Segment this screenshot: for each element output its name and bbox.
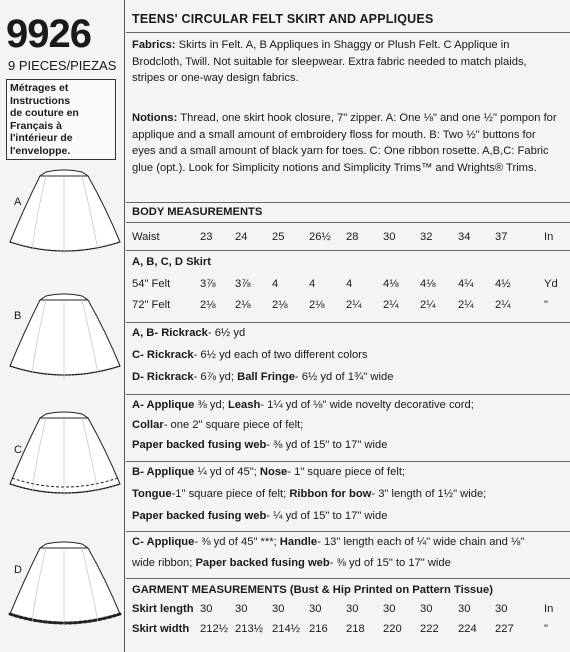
notions-text: applique and a small amount of embroidery floss for mouth. B: Two ½" buttons for bbox=[132, 128, 536, 141]
notions-text: eyes and a small amount of black yarn for toes. C: One ribbon rosette. A,B,C: Fabric bbox=[132, 145, 549, 157]
item-name: Collar bbox=[132, 419, 164, 431]
unit-label: " bbox=[544, 623, 548, 635]
garment-row bbox=[132, 623, 566, 639]
waist-row bbox=[132, 231, 566, 247]
item-name: Paper backed fusing web bbox=[195, 557, 330, 569]
unit-label: In bbox=[544, 603, 554, 615]
french-instructions-note bbox=[6, 79, 116, 160]
note-line: de couture en Français à bbox=[10, 107, 79, 132]
requirement-line bbox=[132, 488, 486, 500]
item-detail: - 13" length each of ¼" wide chain and ⅛" bbox=[317, 536, 525, 548]
size-value: 30 bbox=[235, 603, 248, 615]
pattern-title: TEENS' CIRCULAR FELT SKIRT AND APPLIQUES bbox=[132, 12, 434, 26]
divider bbox=[126, 531, 570, 532]
item-detail: - one 2" square piece of felt; bbox=[163, 419, 304, 431]
skirt-illustration-a bbox=[6, 168, 122, 260]
item-detail: - 6½ yd each of two different colors bbox=[193, 349, 368, 361]
item-detail: - ⅜ yd of 45" ***; bbox=[194, 536, 280, 548]
fabrics-text: stripes or one-way design fabrics. bbox=[132, 72, 299, 84]
size-value: 4 bbox=[346, 278, 353, 290]
requirement-line bbox=[132, 349, 368, 361]
skirt-illustration-c bbox=[6, 410, 122, 502]
notions-section bbox=[132, 110, 562, 176]
yardage-row bbox=[132, 299, 566, 315]
pattern-number: 9926 bbox=[6, 12, 91, 56]
unit-label: " bbox=[544, 299, 548, 311]
row-label: Waist bbox=[132, 231, 160, 243]
row-label: 54" Felt bbox=[132, 278, 171, 290]
item-name: Paper backed fusing web bbox=[132, 439, 267, 451]
skirt-illustration-b bbox=[6, 292, 122, 384]
size-value: 4⅛ bbox=[383, 278, 399, 290]
size-value: 216 bbox=[309, 623, 328, 635]
requirement-line bbox=[132, 557, 451, 569]
size-value: 30 bbox=[458, 603, 471, 615]
item-name: Nose bbox=[259, 466, 288, 478]
fabrics-section bbox=[132, 37, 562, 87]
garment-row bbox=[132, 603, 566, 619]
item-detail: wide ribbon; bbox=[132, 557, 196, 569]
size-value: 212½ bbox=[200, 623, 228, 635]
size-value: 37 bbox=[495, 231, 508, 243]
item-name: C- Rickrack bbox=[132, 349, 194, 361]
size-value: 32 bbox=[420, 231, 433, 243]
size-value: 4 bbox=[309, 278, 316, 290]
size-value: 220 bbox=[383, 623, 402, 635]
size-value: 4⅛ bbox=[420, 278, 436, 290]
size-value: 2¼ bbox=[495, 299, 511, 311]
divider bbox=[126, 578, 570, 579]
fabrics-label: Fabrics: bbox=[132, 39, 176, 51]
note-line: Métrages et Instructions bbox=[10, 82, 71, 107]
requirement-line bbox=[132, 327, 245, 339]
size-value: 2⅛ bbox=[272, 299, 288, 311]
sidebar bbox=[0, 0, 122, 652]
divider bbox=[126, 322, 570, 323]
divider bbox=[126, 394, 570, 395]
size-value: 24 bbox=[235, 231, 248, 243]
note-line: l'intérieur de bbox=[10, 132, 73, 144]
requirement-line bbox=[132, 466, 405, 478]
notions-label: Notions: bbox=[132, 112, 178, 124]
skirt-illustration-d bbox=[6, 540, 122, 632]
column-divider bbox=[124, 0, 125, 652]
view-label-b: B bbox=[14, 310, 22, 322]
item-name: D- Rickrack bbox=[132, 371, 194, 383]
size-value: 3⅞ bbox=[235, 278, 251, 290]
row-label: 72" Felt bbox=[132, 299, 171, 311]
view-label-a: A bbox=[14, 196, 22, 208]
item-detail: - 1" square piece of felt; bbox=[287, 466, 406, 478]
size-value: 222 bbox=[420, 623, 439, 635]
size-value: 4¼ bbox=[458, 278, 474, 290]
size-value: 2¼ bbox=[420, 299, 436, 311]
item-detail: -1" square piece of felt; bbox=[171, 488, 290, 500]
fabrics-text: Brodcloth, Twill. Not suitable for sleepwear. Extra fabric needed to match plaids, bbox=[132, 55, 527, 68]
item-name: Tongue bbox=[132, 488, 172, 500]
size-value: 218 bbox=[346, 623, 365, 635]
divider bbox=[126, 250, 570, 251]
row-label: Skirt length bbox=[132, 603, 194, 615]
yardage-title: A, B, C, D Skirt bbox=[132, 256, 211, 268]
item-name: C- Applique bbox=[132, 536, 195, 548]
notions-text: glue (opt.). Look for Simplicity notions and Simplicity Trims™ and Wrights® Trims. bbox=[132, 161, 537, 174]
unit-label: Yd bbox=[544, 278, 558, 290]
item-detail: - 6½ yd of 1¾" wide bbox=[294, 371, 394, 383]
divider bbox=[126, 32, 570, 33]
size-value: 2⅛ bbox=[200, 299, 216, 311]
requirement-line bbox=[132, 439, 387, 451]
item-detail: - 3" length of 1½" wide; bbox=[371, 488, 487, 500]
note-line: l'enveloppe. bbox=[10, 144, 71, 157]
size-value: 30 bbox=[383, 603, 396, 615]
item-name: Leash bbox=[227, 399, 261, 411]
item-detail: - 6½ yd bbox=[207, 327, 246, 339]
item-name: A, B- Rickrack bbox=[132, 327, 208, 339]
item-name: Ribbon for bow bbox=[289, 488, 372, 500]
divider bbox=[126, 222, 570, 223]
requirement-line bbox=[132, 399, 474, 411]
size-value: 30 bbox=[272, 603, 285, 615]
size-value: 30 bbox=[346, 603, 359, 615]
size-value: 4½ bbox=[495, 278, 511, 290]
divider bbox=[126, 461, 570, 462]
divider bbox=[126, 202, 570, 203]
item-detail: ⅜ yd; bbox=[194, 399, 228, 411]
size-value: 30 bbox=[383, 231, 396, 243]
size-value: 2¼ bbox=[458, 299, 474, 311]
size-value: 4 bbox=[272, 278, 279, 290]
size-value: 213½ bbox=[235, 623, 263, 635]
size-value: 30 bbox=[309, 603, 322, 615]
item-detail: - ⅜ yd of 15" to 17" wide bbox=[329, 557, 451, 569]
yardage-row bbox=[132, 278, 566, 294]
requirement-line bbox=[132, 371, 393, 383]
notions-text: Thread, one skirt hook closure, 7" zipper. A: One ⅛" and one ½" pompon for bbox=[180, 112, 557, 124]
item-detail: - 6⅞ yd; bbox=[193, 371, 238, 383]
size-value: 214½ bbox=[272, 623, 300, 635]
size-value: 34 bbox=[458, 231, 471, 243]
item-detail: ¼ yd of 45"; bbox=[194, 466, 260, 478]
fabrics-text: Skirts in Felt. A, B Appliques in Shaggy or Plush Felt. C Applique in bbox=[178, 39, 510, 51]
size-value: 224 bbox=[458, 623, 477, 635]
item-name: A- Applique bbox=[132, 399, 195, 411]
size-value: 3⅞ bbox=[200, 278, 216, 290]
item-name: B- Applique bbox=[132, 466, 195, 478]
size-value: 25 bbox=[272, 231, 285, 243]
requirement-line bbox=[132, 419, 303, 431]
item-name: Ball Fringe bbox=[237, 371, 295, 383]
size-value: 30 bbox=[495, 603, 508, 615]
requirement-line bbox=[132, 510, 387, 522]
size-value: 30 bbox=[200, 603, 213, 615]
size-value: 227 bbox=[495, 623, 514, 635]
pieces-count: 9 PIECES/PIEZAS bbox=[8, 58, 117, 73]
item-name: Paper backed fusing web bbox=[132, 510, 267, 522]
body-measurements-title: BODY MEASUREMENTS bbox=[132, 206, 263, 218]
requirement-line bbox=[132, 536, 524, 548]
size-value: 2⅛ bbox=[309, 299, 325, 311]
size-value: 2¼ bbox=[383, 299, 399, 311]
item-detail: - ⅜ yd of 15" to 17" wide bbox=[266, 439, 388, 451]
unit-label: In bbox=[544, 231, 554, 243]
garment-measurements-title: GARMENT MEASUREMENTS (Bust & Hip Printed on Pattern Tissue) bbox=[132, 584, 493, 596]
item-name: Handle bbox=[279, 536, 318, 548]
row-label: Skirt width bbox=[132, 623, 190, 635]
view-label-c: C bbox=[14, 444, 22, 456]
item-detail: - 1¼ yd of ⅛" wide novelty decorative cord; bbox=[260, 399, 474, 411]
size-value: 30 bbox=[420, 603, 433, 615]
size-value: 23 bbox=[200, 231, 213, 243]
size-value: 28 bbox=[346, 231, 359, 243]
size-value: 2⅛ bbox=[235, 299, 251, 311]
size-value: 26½ bbox=[309, 231, 331, 243]
view-label-d: D bbox=[14, 564, 22, 576]
size-value: 2¼ bbox=[346, 299, 362, 311]
item-detail: - ¼ yd of 15" to 17" wide bbox=[266, 510, 388, 522]
